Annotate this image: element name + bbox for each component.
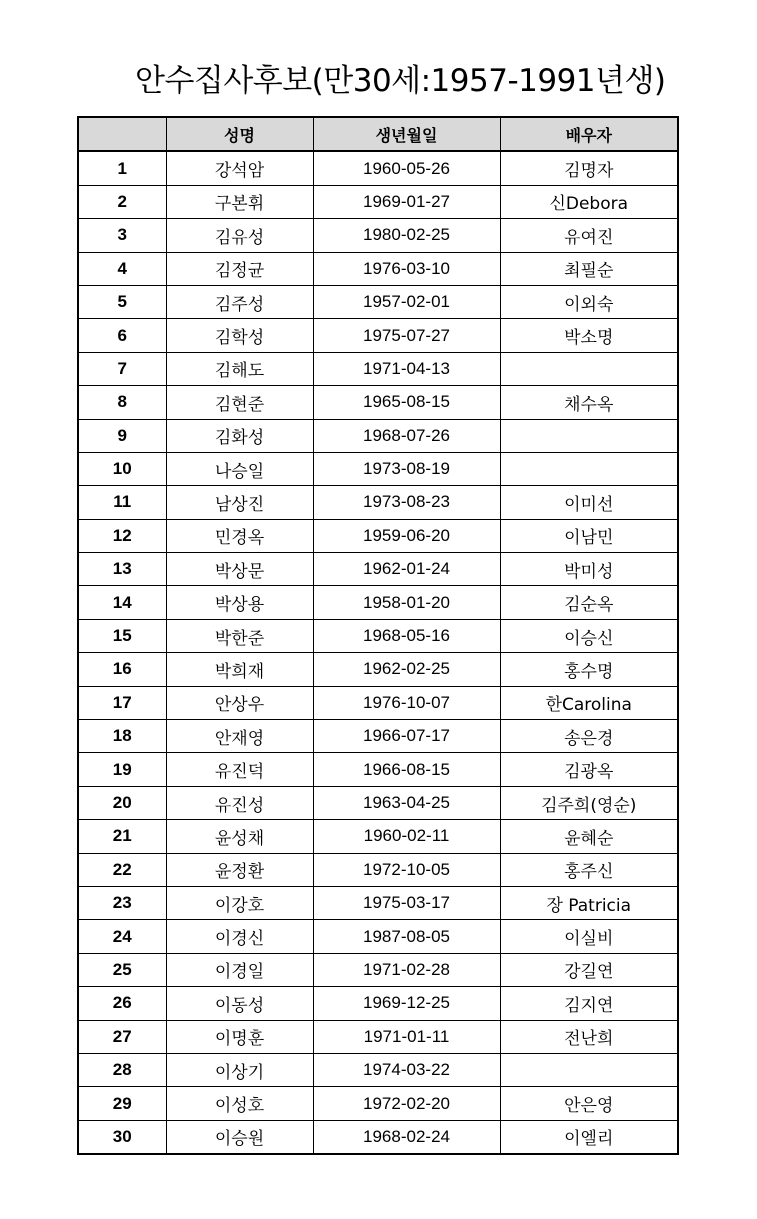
candidate-name: 이승원 [166, 1120, 313, 1154]
row-number: 8 [78, 386, 166, 419]
birth-date: 1959-06-20 [313, 519, 500, 552]
spouse-name [500, 1053, 678, 1086]
page-title: 안수집사후보(만30세:1957-1991년생) [135, 63, 666, 99]
candidate-name: 이명훈 [166, 1020, 313, 1053]
candidate-name: 이동성 [166, 987, 313, 1020]
candidate-name: 윤성채 [166, 820, 313, 853]
table-row [78, 920, 678, 953]
spouse-name [500, 352, 678, 385]
row-number: 1 [78, 151, 166, 185]
row-number: 19 [78, 753, 166, 786]
candidate-name: 김화성 [166, 419, 313, 452]
candidate-name: 박상용 [166, 586, 313, 619]
row-number: 26 [78, 987, 166, 1020]
spouse-name: 유여진 [500, 219, 678, 252]
table-row [78, 653, 678, 686]
birth-date: 1958-01-20 [313, 586, 500, 619]
birth-date: 1965-08-15 [313, 386, 500, 419]
candidate-name: 이강호 [166, 886, 313, 919]
header-number [78, 117, 166, 151]
birth-date: 1968-07-26 [313, 419, 500, 452]
birth-date: 1963-04-25 [313, 786, 500, 819]
table-row [78, 853, 678, 886]
row-number: 17 [78, 686, 166, 719]
birth-date: 1976-03-10 [313, 252, 500, 285]
spouse-name: 김순옥 [500, 586, 678, 619]
table-row [78, 352, 678, 385]
candidate-name: 유진성 [166, 786, 313, 819]
spouse-name: 강길연 [500, 953, 678, 986]
table-row [78, 1020, 678, 1053]
candidate-name: 구본휘 [166, 185, 313, 218]
table-row [78, 1087, 678, 1120]
table-body [78, 151, 678, 1154]
row-number: 25 [78, 953, 166, 986]
row-number: 7 [78, 352, 166, 385]
birth-date: 1966-08-15 [313, 753, 500, 786]
table-row [78, 686, 678, 719]
row-number: 4 [78, 252, 166, 285]
row-number: 22 [78, 853, 166, 886]
table-row [78, 553, 678, 586]
table-row [78, 886, 678, 919]
candidate-name: 나승일 [166, 452, 313, 485]
candidate-name: 이상기 [166, 1053, 313, 1086]
birth-date: 1980-02-25 [313, 219, 500, 252]
birth-date: 1975-07-27 [313, 319, 500, 352]
birth-date: 1975-03-17 [313, 886, 500, 919]
birth-date: 1972-02-20 [313, 1087, 500, 1120]
row-number: 23 [78, 886, 166, 919]
birth-date: 1969-01-27 [313, 185, 500, 218]
candidate-name: 박상문 [166, 553, 313, 586]
table-row [78, 452, 678, 485]
spouse-name: 이남민 [500, 519, 678, 552]
table-row [78, 987, 678, 1020]
row-number: 5 [78, 285, 166, 318]
table-row [78, 386, 678, 419]
spouse-name: 안은영 [500, 1087, 678, 1120]
spouse-name: 최필순 [500, 252, 678, 285]
spouse-name: 홍주신 [500, 853, 678, 886]
table-row [78, 151, 678, 185]
spouse-name: 이미선 [500, 486, 678, 519]
row-number: 21 [78, 820, 166, 853]
candidate-name: 안재영 [166, 720, 313, 753]
table-row [78, 419, 678, 452]
candidate-name: 유진덕 [166, 753, 313, 786]
birth-date: 1969-12-25 [313, 987, 500, 1020]
row-number: 16 [78, 653, 166, 686]
spouse-name: 박미성 [500, 553, 678, 586]
header-name: 성명 [166, 117, 313, 151]
table-row [78, 219, 678, 252]
spouse-name [500, 452, 678, 485]
candidate-name: 박희재 [166, 653, 313, 686]
spouse-name [500, 419, 678, 452]
birth-date: 1960-05-26 [313, 151, 500, 185]
candidate-name: 안상우 [166, 686, 313, 719]
spouse-name: 박소명 [500, 319, 678, 352]
birth-date: 1973-08-23 [313, 486, 500, 519]
table-row [78, 820, 678, 853]
row-number: 24 [78, 920, 166, 953]
spouse-name: 윤혜순 [500, 820, 678, 853]
spouse-name: 송은경 [500, 720, 678, 753]
row-number: 11 [78, 486, 166, 519]
row-number: 20 [78, 786, 166, 819]
spouse-name: 채수옥 [500, 386, 678, 419]
table-row [78, 753, 678, 786]
table-row [78, 319, 678, 352]
row-number: 10 [78, 452, 166, 485]
row-number: 12 [78, 519, 166, 552]
birth-date: 1960-02-11 [313, 820, 500, 853]
row-number: 2 [78, 185, 166, 218]
table-row [78, 786, 678, 819]
birth-date: 1973-08-19 [313, 452, 500, 485]
spouse-name: 이엘리 [500, 1120, 678, 1154]
header-row [78, 117, 678, 151]
candidate-table [77, 116, 679, 1155]
birth-date: 1972-10-05 [313, 853, 500, 886]
birth-date: 1957-02-01 [313, 285, 500, 318]
table-header [78, 117, 678, 151]
candidate-name: 김학성 [166, 319, 313, 352]
table-row [78, 185, 678, 218]
row-number: 18 [78, 720, 166, 753]
row-number: 15 [78, 619, 166, 652]
row-number: 6 [78, 319, 166, 352]
candidate-name: 이성호 [166, 1087, 313, 1120]
spouse-name: 이실비 [500, 920, 678, 953]
candidate-name: 김정균 [166, 252, 313, 285]
table-row [78, 586, 678, 619]
birth-date: 1987-08-05 [313, 920, 500, 953]
candidate-name: 김해도 [166, 352, 313, 385]
table-row [78, 720, 678, 753]
candidate-name: 강석암 [166, 151, 313, 185]
birth-date: 1968-05-16 [313, 619, 500, 652]
header-spouse: 배우자 [500, 117, 678, 151]
candidate-name: 이경일 [166, 953, 313, 986]
spouse-name: 전난희 [500, 1020, 678, 1053]
spouse-name: 이외숙 [500, 285, 678, 318]
birth-date: 1976-10-07 [313, 686, 500, 719]
spouse-name: 김주희(영순) [500, 786, 678, 819]
candidate-name: 박한준 [166, 619, 313, 652]
header-birthdate: 생년월일 [313, 117, 500, 151]
row-number: 30 [78, 1120, 166, 1154]
candidate-name: 윤정환 [166, 853, 313, 886]
table-row [78, 252, 678, 285]
row-number: 29 [78, 1087, 166, 1120]
birth-date: 1971-04-13 [313, 352, 500, 385]
spouse-name: 장 Patricia [500, 886, 678, 919]
table-row [78, 953, 678, 986]
table-row [78, 285, 678, 318]
row-number: 27 [78, 1020, 166, 1053]
spouse-name: 김지연 [500, 987, 678, 1020]
table-row [78, 1120, 678, 1154]
birth-date: 1962-01-24 [313, 553, 500, 586]
spouse-name: 신Debora [500, 185, 678, 218]
table-row [78, 1053, 678, 1086]
birth-date: 1962-02-25 [313, 653, 500, 686]
candidate-name: 민경옥 [166, 519, 313, 552]
row-number: 9 [78, 419, 166, 452]
table-row [78, 619, 678, 652]
candidate-name: 김유성 [166, 219, 313, 252]
candidate-name: 김현준 [166, 386, 313, 419]
row-number: 28 [78, 1053, 166, 1086]
birth-date: 1974-03-22 [313, 1053, 500, 1086]
candidate-name: 김주성 [166, 285, 313, 318]
row-number: 13 [78, 553, 166, 586]
birth-date: 1966-07-17 [313, 720, 500, 753]
spouse-name: 한Carolina [500, 686, 678, 719]
candidate-name: 남상진 [166, 486, 313, 519]
row-number: 3 [78, 219, 166, 252]
birth-date: 1971-01-11 [313, 1020, 500, 1053]
table-row [78, 519, 678, 552]
spouse-name: 홍수명 [500, 653, 678, 686]
table-row [78, 486, 678, 519]
spouse-name: 김광옥 [500, 753, 678, 786]
birth-date: 1971-02-28 [313, 953, 500, 986]
row-number: 14 [78, 586, 166, 619]
spouse-name: 김명자 [500, 151, 678, 185]
candidate-name: 이경신 [166, 920, 313, 953]
spouse-name: 이승신 [500, 619, 678, 652]
birth-date: 1968-02-24 [313, 1120, 500, 1154]
